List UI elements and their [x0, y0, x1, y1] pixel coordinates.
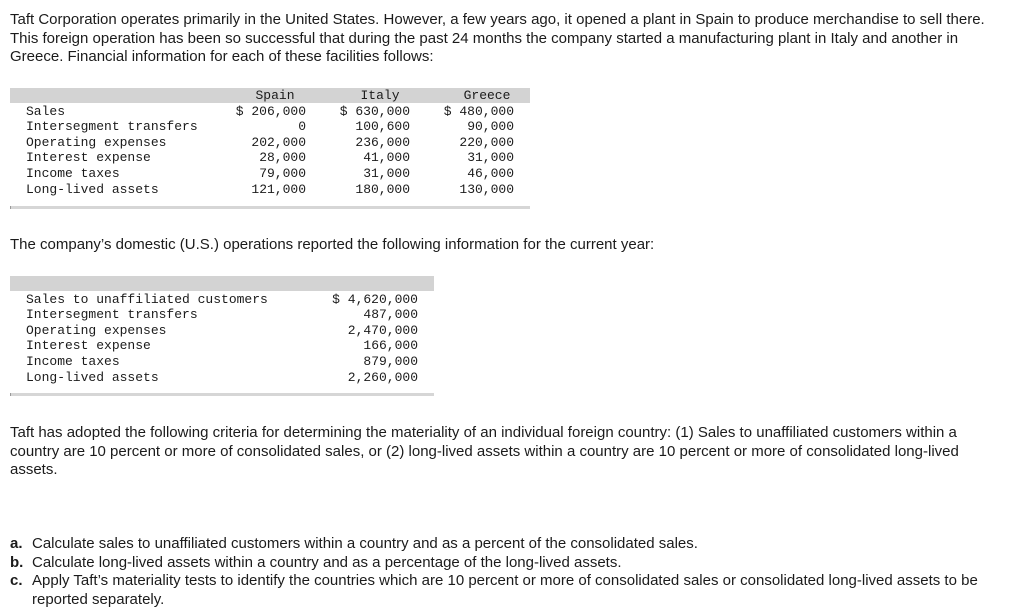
- materiality-criteria-paragraph: Taft has adopted the following criteria for determining the materiality of an individual foreign country: (1) Sales to unaffiliated customers within a country are 10 percent or more of consolidated sales, or (2) long-lived assets within a country are 10 percent or more of consolidated long-lived assets.: [10, 424, 959, 479]
- table-bottom-rule: [10, 206, 530, 209]
- row-label: Operating expenses: [26, 134, 167, 150]
- cell-greece: $ 480,000: [443, 103, 514, 119]
- cell-value: $ 4,620,000: [332, 291, 418, 307]
- cell-italy: 100,600: [355, 119, 410, 135]
- row-label: Sales to unaffiliated customers: [26, 291, 268, 307]
- row-label: Intersegment transfers: [26, 307, 198, 323]
- cell-spain: 79,000: [259, 166, 306, 181]
- cell-spain: 121,000: [251, 181, 306, 197]
- cell-greece: 31,000: [467, 150, 514, 166]
- question-label: c.: [10, 572, 23, 590]
- cell-greece: 130,000: [459, 181, 514, 197]
- cell-italy: $ 630,000: [339, 103, 410, 119]
- question-text: Calculate long-lived assets within a country and as a percentage of the long-lived assets.: [32, 553, 622, 571]
- cell-value: 166,000: [363, 338, 418, 354]
- cell-spain: 0: [298, 119, 306, 135]
- question-item: [10, 572, 1000, 609]
- question-list: [10, 535, 1000, 609]
- row-label: Income taxes: [26, 166, 120, 181]
- cell-value: 2,470,000: [347, 322, 418, 338]
- table-bottom-rule: [10, 393, 434, 396]
- cell-italy: 41,000: [363, 150, 410, 166]
- column-header-greece: Greece: [463, 88, 511, 103]
- cell-greece: 46,000: [467, 166, 514, 181]
- column-header-spain: Spain: [255, 88, 295, 103]
- domestic-intro-paragraph: The company’s domestic (U.S.) operations reported the following information for the current year:: [10, 236, 655, 253]
- row-label: Long-lived assets: [26, 369, 159, 385]
- cell-spain: 28,000: [259, 150, 306, 166]
- cell-italy: 236,000: [355, 134, 410, 150]
- question-item: [10, 554, 1000, 573]
- cell-italy: 31,000: [363, 166, 410, 181]
- row-label: Operating expenses: [26, 322, 167, 338]
- question-label: b.: [10, 553, 24, 571]
- question-label: a.: [10, 535, 23, 552]
- cell-greece: 220,000: [459, 134, 514, 150]
- row-label: Sales: [26, 103, 66, 119]
- row-label: Interest expense: [26, 150, 151, 166]
- row-label: Interest expense: [26, 338, 151, 354]
- cell-italy: 180,000: [355, 181, 410, 197]
- cell-spain: 202,000: [251, 134, 306, 150]
- cell-value: 879,000: [363, 354, 418, 369]
- row-label: Income taxes: [26, 354, 120, 369]
- intro-paragraph: Taft Corporation operates primarily in the United States. However, a few years ago, it opened a plant in Spain to produce merchandise to sell there. This foreign operation has been so successful that during the past 24 months the company started a manufacturing plant in Italy and another in Greece. Financial information for each of these facilities follows:: [10, 11, 985, 66]
- cell-greece: 90,000: [467, 119, 514, 135]
- question-text: Apply Taft’s materiality tests to identify the countries which are 10 percent or more of consolidated sales or consolidated long-lived assets to be reported separately.: [32, 572, 978, 608]
- cell-value: 2,260,000: [347, 369, 418, 385]
- row-label: Intersegment transfers: [26, 119, 198, 135]
- table-header-bar: [10, 276, 434, 291]
- column-header-italy: Italy: [360, 88, 400, 103]
- cell-spain: $ 206,000: [235, 103, 306, 119]
- row-label: Long-lived assets: [26, 181, 159, 197]
- cell-value: 487,000: [363, 307, 418, 323]
- domestic-operations-table: [10, 276, 434, 400]
- question-text: Calculate sales to unaffiliated customers within a country and as a percent of the consolidated sales.: [32, 535, 698, 552]
- question-item: [10, 535, 1000, 554]
- foreign-operations-table: [10, 88, 530, 213]
